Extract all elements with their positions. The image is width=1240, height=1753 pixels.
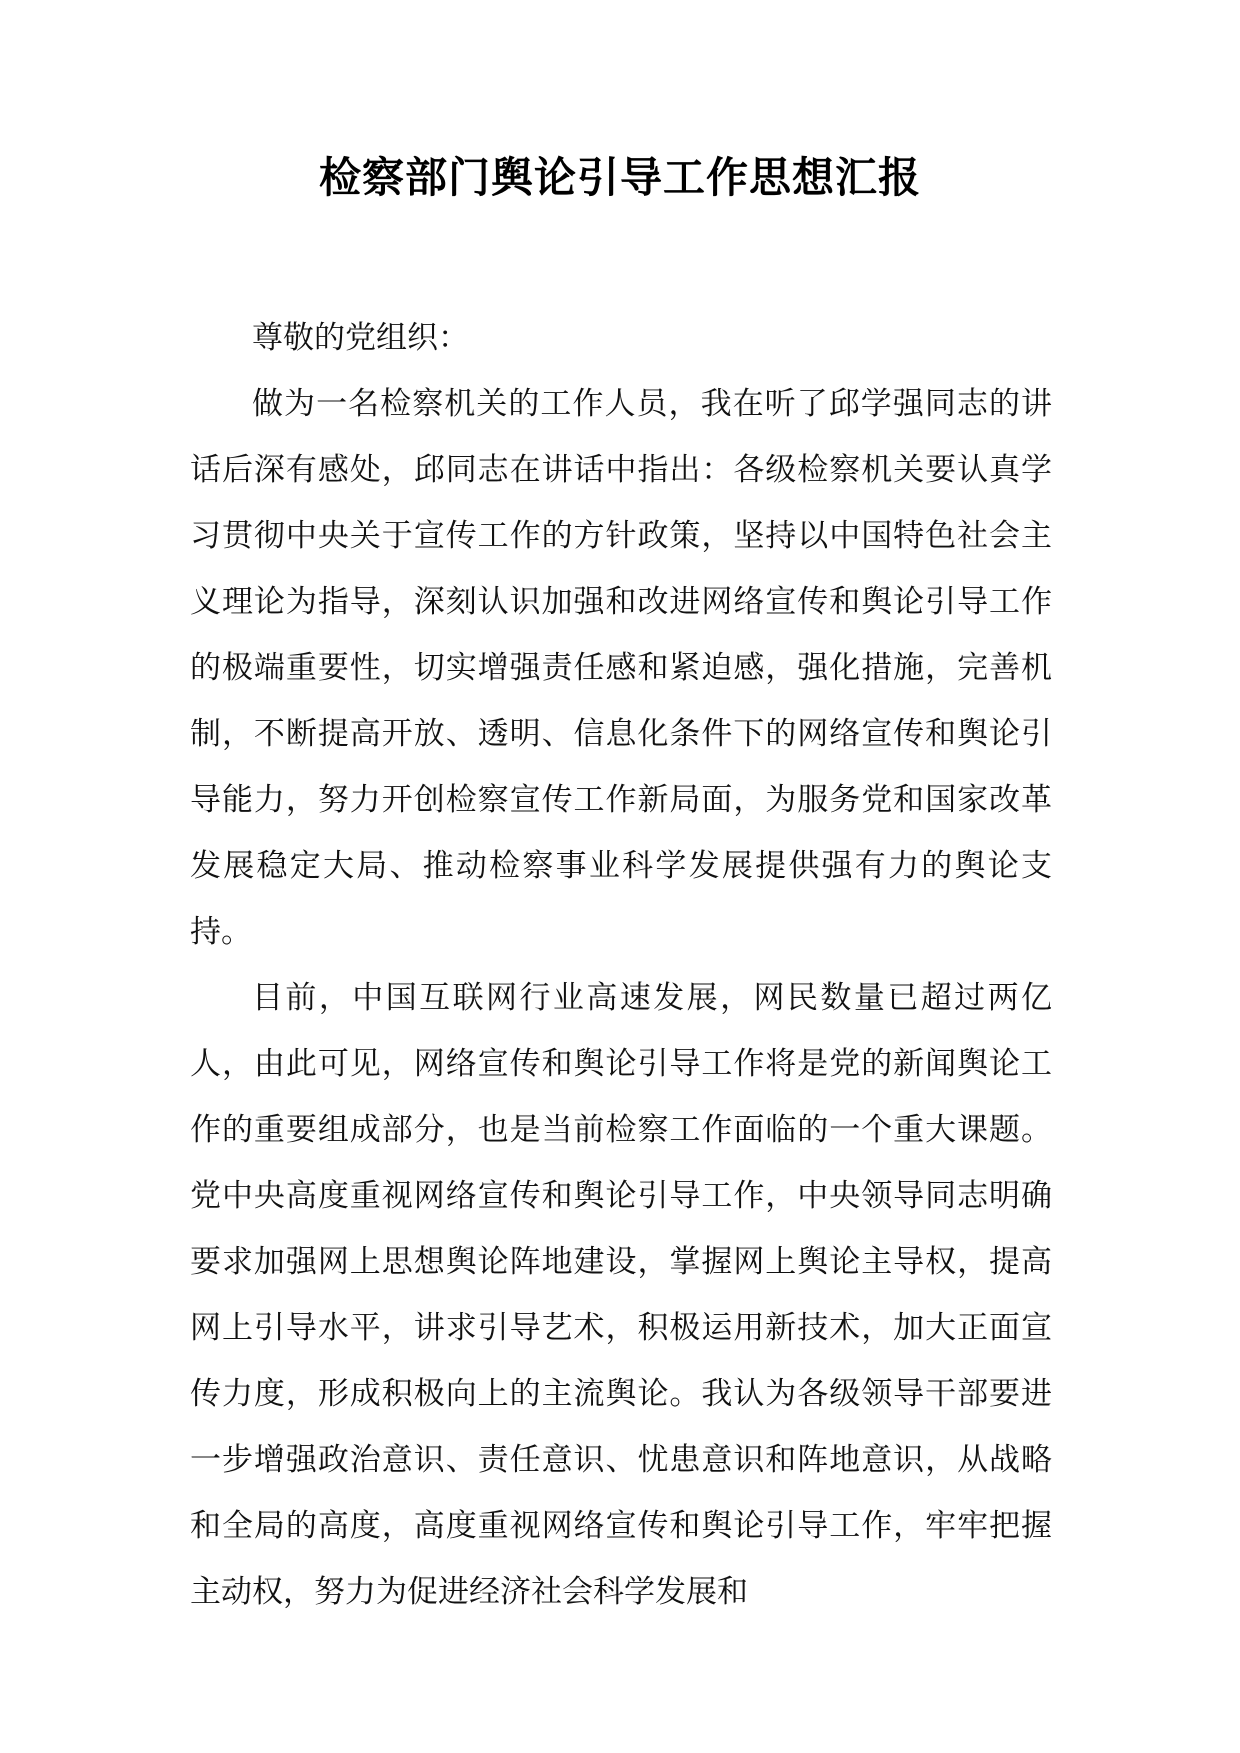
document-body bbox=[190, 305, 1052, 1625]
salutation: 尊敬的党组织： bbox=[252, 320, 469, 356]
paragraph-2: 目前，中国互联网行业高速发展，网民数量已超过两亿人，由此可见，网络宣传和舆论引导工作将是党的新闻舆论工作的重要组成部分，也是当前检察工作面临的一个重大课题。党中央高度重视网络宣传和舆论引导工作，中央领导同志明确要求加强网上思想舆论阵地建设，掌握网上舆论主导权，提高网上引导水平，讲求引导艺术，积极运用新技术，加大正面宣传力度，形成积极向上的主流舆论。我认为各级领导干部要进一步增强政治意识、责任意识、忧患意识和阵地意识，从战略和全局的高度，高度重视网络宣传和舆论引导工作，牢牢把握主动权，努力为促进经济社会科学发展和 bbox=[190, 980, 1052, 1610]
paragraph-1: 做为一名检察机关的工作人员，我在听了邱学强同志的讲话后深有感处，邱同志在讲话中指出：各级检察机关要认真学习贯彻中央关于宣传工作的方针政策，坚持以中国特色社会主义理论为指导，深刻认识加强和改进网络宣传和舆论引导工作的极端重要性，切实增强责任感和紧迫感，强化措施，完善机制，不断提高开放、透明、信息化条件下的网络宣传和舆论引导能力，努力开创检察宣传工作新局面，为服务党和国家改革发展稳定大局、推动检察事业科学发展提供强有力的舆论支持。 bbox=[190, 386, 1052, 950]
document-title: 检察部门舆论引导工作思想汇报 bbox=[318, 153, 921, 202]
